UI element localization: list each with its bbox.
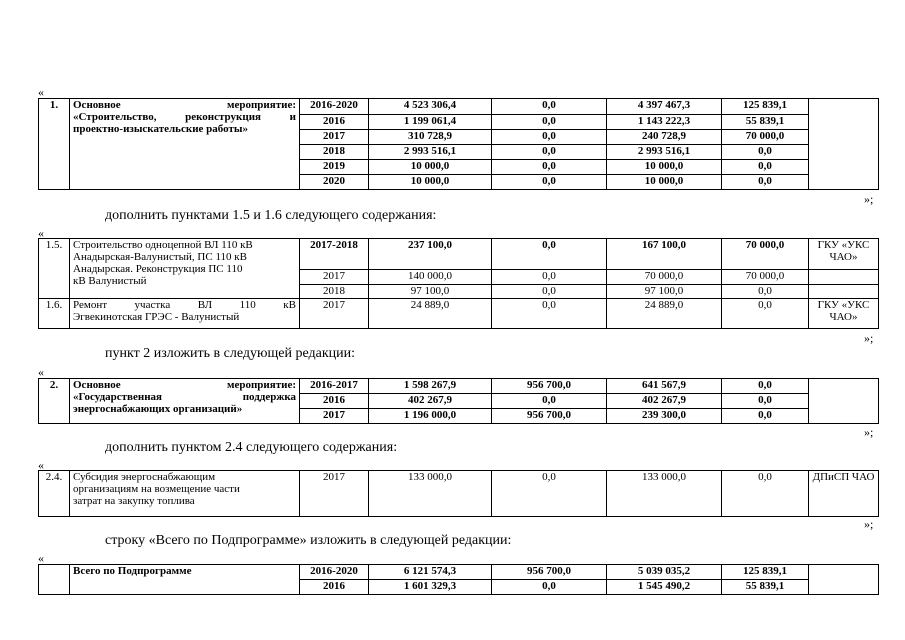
- table-cell: 0,0: [492, 471, 607, 517]
- text-line: Основное: [73, 379, 121, 391]
- table-cell: 2016: [300, 394, 369, 409]
- table-row: [39, 379, 879, 394]
- table-cell: 0,0: [722, 145, 809, 160]
- table-cell: 10 000,0: [607, 175, 722, 190]
- table-cell: 0,0: [492, 299, 607, 329]
- table-cell: 0,0: [722, 471, 809, 517]
- table-cell: 133 000,0: [369, 471, 492, 517]
- table-cell: 2016-2020: [300, 565, 369, 580]
- table-cell: 2017: [300, 471, 369, 517]
- text-line: ЧАО»: [829, 311, 858, 323]
- table-cell: 0,0: [722, 299, 809, 329]
- table-cell: 0,0: [722, 394, 809, 409]
- executor-cell: [809, 565, 879, 595]
- table-cell: 0,0: [492, 145, 607, 160]
- text-line: Анадырская. Реконструкция ПС 110: [73, 263, 243, 275]
- table-cell: 641 567,9: [607, 379, 722, 394]
- table-cell: 10 000,0: [369, 175, 492, 190]
- table-cell: 0,0: [722, 409, 809, 424]
- table-cell: 956 700,0: [492, 379, 607, 394]
- table-cell: 0,0: [492, 160, 607, 175]
- table-cell: 0,0: [492, 115, 607, 130]
- empty-cell: [809, 270, 879, 285]
- table-cell: 0,0: [722, 379, 809, 394]
- table-row: [39, 299, 879, 329]
- text-line: мероприятие:: [226, 379, 296, 391]
- item-number: 2.: [39, 379, 70, 424]
- text-line: Основное: [73, 99, 121, 111]
- table-cell: 2 993 516,1: [369, 145, 492, 160]
- item-number: [39, 565, 70, 595]
- text-line: участка: [134, 299, 171, 311]
- item-title: [70, 299, 300, 329]
- table-cell: 2017: [300, 299, 369, 329]
- item-title: [70, 239, 300, 299]
- table-cell: 97 100,0: [369, 285, 492, 299]
- table-cell: 133 000,0: [607, 471, 722, 517]
- table-cell: 0,0: [492, 394, 607, 409]
- table-cell: 6 121 574,3: [369, 565, 492, 580]
- table-cell: 1 196 000,0: [369, 409, 492, 424]
- close-quote: »;: [864, 331, 874, 345]
- table-cell: 24 889,0: [369, 299, 492, 329]
- table-cell: 402 267,9: [369, 394, 492, 409]
- text-line: энергоснабжающих организаций»: [73, 403, 243, 415]
- text-line: ГКУ «УКС: [817, 239, 870, 251]
- table-cell: 2018: [300, 145, 369, 160]
- item-number: 1.5.: [39, 239, 70, 299]
- executor-cell: [809, 379, 879, 424]
- table-cell: 0,0: [722, 160, 809, 175]
- text-line: Эгвекинотская ГРЭС - Валунистый: [73, 311, 240, 323]
- executor-cell: [809, 299, 879, 329]
- table-cell: 956 700,0: [492, 409, 607, 424]
- text-line: «Государственная: [73, 391, 162, 403]
- item-number: 1.6.: [39, 299, 70, 329]
- table-cell: 4 397 467,3: [607, 99, 722, 115]
- table-cell: 1 199 061,4: [369, 115, 492, 130]
- open-quote: «: [38, 85, 44, 99]
- table-cell: 0,0: [492, 99, 607, 115]
- table-cell: 10 000,0: [369, 160, 492, 175]
- table-row: [39, 471, 879, 517]
- text-line: ЧАО»: [829, 251, 858, 263]
- text-line: мероприятие:: [226, 99, 296, 111]
- item-title: [70, 471, 300, 517]
- table-cell: 125 839,1: [722, 99, 809, 115]
- table-cell: 1 143 222,3: [607, 115, 722, 130]
- text-line: 110: [239, 299, 256, 311]
- text-line: поддержка: [242, 391, 296, 403]
- table-cell: 24 889,0: [607, 299, 722, 329]
- item-number: 1.: [39, 99, 70, 190]
- table-cell: 2019: [300, 160, 369, 175]
- table-cell: 2017-2018: [300, 239, 369, 270]
- table-cell: 2 993 516,1: [607, 145, 722, 160]
- table-cell: 70 000,0: [722, 239, 809, 270]
- table-cell: 55 839,1: [722, 115, 809, 130]
- table-cell: 956 700,0: [492, 565, 607, 580]
- table-item-1: [38, 98, 879, 190]
- text-line: Субсидия энергоснабжающим: [73, 471, 216, 483]
- table-cell: 310 728,9: [369, 130, 492, 145]
- paragraph: дополнить пунктами 1.5 и 1.6 следующего содержания:: [105, 208, 437, 223]
- table-cell: 2017: [300, 130, 369, 145]
- table-cell: 2016: [300, 115, 369, 130]
- text-line: проектно-изыскательские работы»: [73, 123, 248, 135]
- table-row: [39, 565, 879, 580]
- item-title: Всего по Подпрограмме: [70, 565, 300, 595]
- text-line: затрат на закупку топлива: [73, 495, 195, 507]
- table-row: [39, 99, 879, 115]
- text-line: реконструкция: [185, 111, 261, 123]
- open-quote: «: [38, 551, 44, 565]
- table-cell: 0,0: [492, 130, 607, 145]
- table-cell: 4 523 306,4: [369, 99, 492, 115]
- executor-cell: ДПиСП ЧАО: [809, 471, 879, 517]
- text-line: «Строительство,: [73, 111, 157, 123]
- table-cell: 2020: [300, 175, 369, 190]
- table-cell: 97 100,0: [607, 285, 722, 299]
- table-cell: 2017: [300, 409, 369, 424]
- text-line: кВ: [283, 299, 296, 311]
- table-cell: 55 839,1: [722, 580, 809, 595]
- text-line: кВ Валунистый: [73, 275, 147, 287]
- table-cell: 239 300,0: [607, 409, 722, 424]
- table-cell: 2016: [300, 580, 369, 595]
- text-line: организациям на возмещение части: [73, 483, 240, 495]
- close-quote: »;: [864, 425, 874, 439]
- paragraph: пункт 2 изложить в следующей редакции:: [105, 346, 355, 361]
- table-cell: 140 000,0: [369, 270, 492, 285]
- table-cell: 402 267,9: [607, 394, 722, 409]
- close-quote: »;: [864, 192, 874, 206]
- text-line: Строительство одноцепной ВЛ 110 кВ: [73, 239, 253, 251]
- table-cell: 240 728,9: [607, 130, 722, 145]
- table-cell: 1 598 267,9: [369, 379, 492, 394]
- paragraph: дополнить пунктом 2.4 следующего содержания:: [105, 440, 398, 455]
- table-cell: 70 000,0: [607, 270, 722, 285]
- open-quote: «: [38, 365, 44, 379]
- table-cell: 0,0: [492, 580, 607, 595]
- text-line: и: [289, 111, 296, 123]
- table-cell: 0,0: [722, 285, 809, 299]
- close-quote: »;: [864, 517, 874, 531]
- item-title: [70, 99, 300, 190]
- table-cell: 2018: [300, 285, 369, 299]
- table-items-1-5-1-6: [38, 238, 879, 329]
- table-item-2-4: [38, 470, 879, 517]
- table-cell: 2016-2017: [300, 379, 369, 394]
- table-cell: 0,0: [492, 270, 607, 285]
- table-cell: 2016-2020: [300, 99, 369, 115]
- table-cell: 2017: [300, 270, 369, 285]
- table-item-2: [38, 378, 879, 424]
- empty-cell: [809, 285, 879, 299]
- table-cell: 70 000,0: [722, 270, 809, 285]
- table-cell: 0,0: [722, 175, 809, 190]
- item-title: [70, 379, 300, 424]
- table-total: [38, 564, 879, 595]
- text-line: ВЛ: [197, 299, 213, 311]
- table-cell: 125 839,1: [722, 565, 809, 580]
- table-cell: 0,0: [492, 175, 607, 190]
- table-cell: 1 601 329,3: [369, 580, 492, 595]
- executor-cell: [809, 99, 879, 190]
- executor-cell: [809, 239, 879, 270]
- open-quote: «: [38, 226, 44, 240]
- table-cell: 70 000,0: [722, 130, 809, 145]
- table-cell: 10 000,0: [607, 160, 722, 175]
- paragraph: строку «Всего по Подпрограмме» изложить в следующей редакции:: [105, 533, 512, 548]
- table-row: [39, 239, 879, 270]
- table-cell: 167 100,0: [607, 239, 722, 270]
- item-number: 2.4.: [39, 471, 70, 517]
- table-cell: 237 100,0: [369, 239, 492, 270]
- text-line: Ремонт: [73, 299, 108, 311]
- open-quote: «: [38, 458, 44, 472]
- text-line: ГКУ «УКС: [817, 299, 870, 311]
- table-cell: 0,0: [492, 285, 607, 299]
- table-cell: 5 039 035,2: [607, 565, 722, 580]
- table-cell: 1 545 490,2: [607, 580, 722, 595]
- text-line: Анадырская-Валунистый, ПС 110 кВ: [73, 251, 247, 263]
- table-cell: 0,0: [492, 239, 607, 270]
